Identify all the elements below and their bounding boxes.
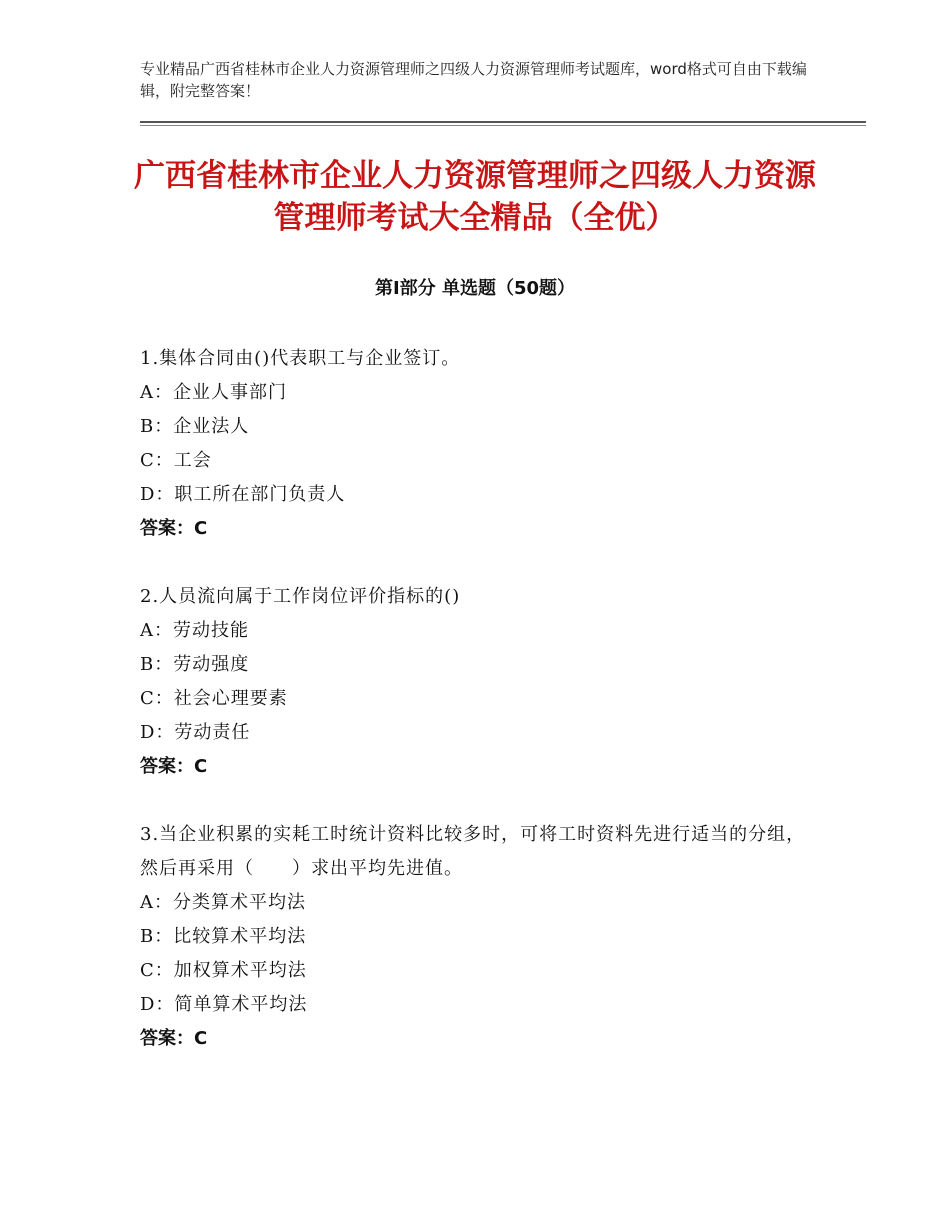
option-b: B：比较算术平均法 [140, 926, 307, 947]
answer: 答案：C [140, 518, 208, 539]
option-b: B：劳动强度 [140, 654, 250, 675]
option-a: A：企业人事部门 [140, 382, 287, 403]
document-title: 广西省桂林市企业人力资源管理师之四级人力资源管理师考试大全精品（全优） [134, 158, 816, 236]
answer: 答案：C [140, 756, 208, 777]
header-divider-thick [140, 121, 866, 123]
question-list [140, 342, 810, 1090]
header-divider-thin [140, 125, 866, 126]
option-b: B：企业法人 [140, 416, 250, 437]
question-3 [140, 818, 810, 1056]
answer: 答案：C [140, 1028, 208, 1049]
question-stem: 2.人员流向属于工作岗位评价指标的() [140, 586, 461, 607]
option-c: C：加权算术平均法 [140, 960, 307, 981]
header-note: 专业精品广西省桂林市企业人力资源管理师之四级人力资源管理师考试题库，word格式可自由下载编辑，附完整答案！ [140, 60, 807, 100]
option-d: D：劳动责任 [140, 722, 251, 743]
option-c: C：工会 [140, 450, 212, 471]
question-1 [140, 342, 810, 546]
section-title: 第Ⅰ部分 单选题（50题） [374, 278, 575, 299]
option-d: D：简单算术平均法 [140, 994, 308, 1015]
option-c: C：社会心理要素 [140, 688, 288, 709]
question-stem: 1.集体合同由()代表职工与企业签订。 [140, 348, 461, 369]
option-d: D：职工所在部门负责人 [140, 484, 346, 505]
question-stem: 3.当企业积累的实耗工时统计资料比较多时，可将工时资料先进行适当的分组，然后再采用（ ）求出平均先进值。 [140, 824, 806, 879]
option-a: A：分类算术平均法 [140, 892, 306, 913]
option-a: A：劳动技能 [140, 620, 249, 641]
question-2 [140, 580, 810, 784]
